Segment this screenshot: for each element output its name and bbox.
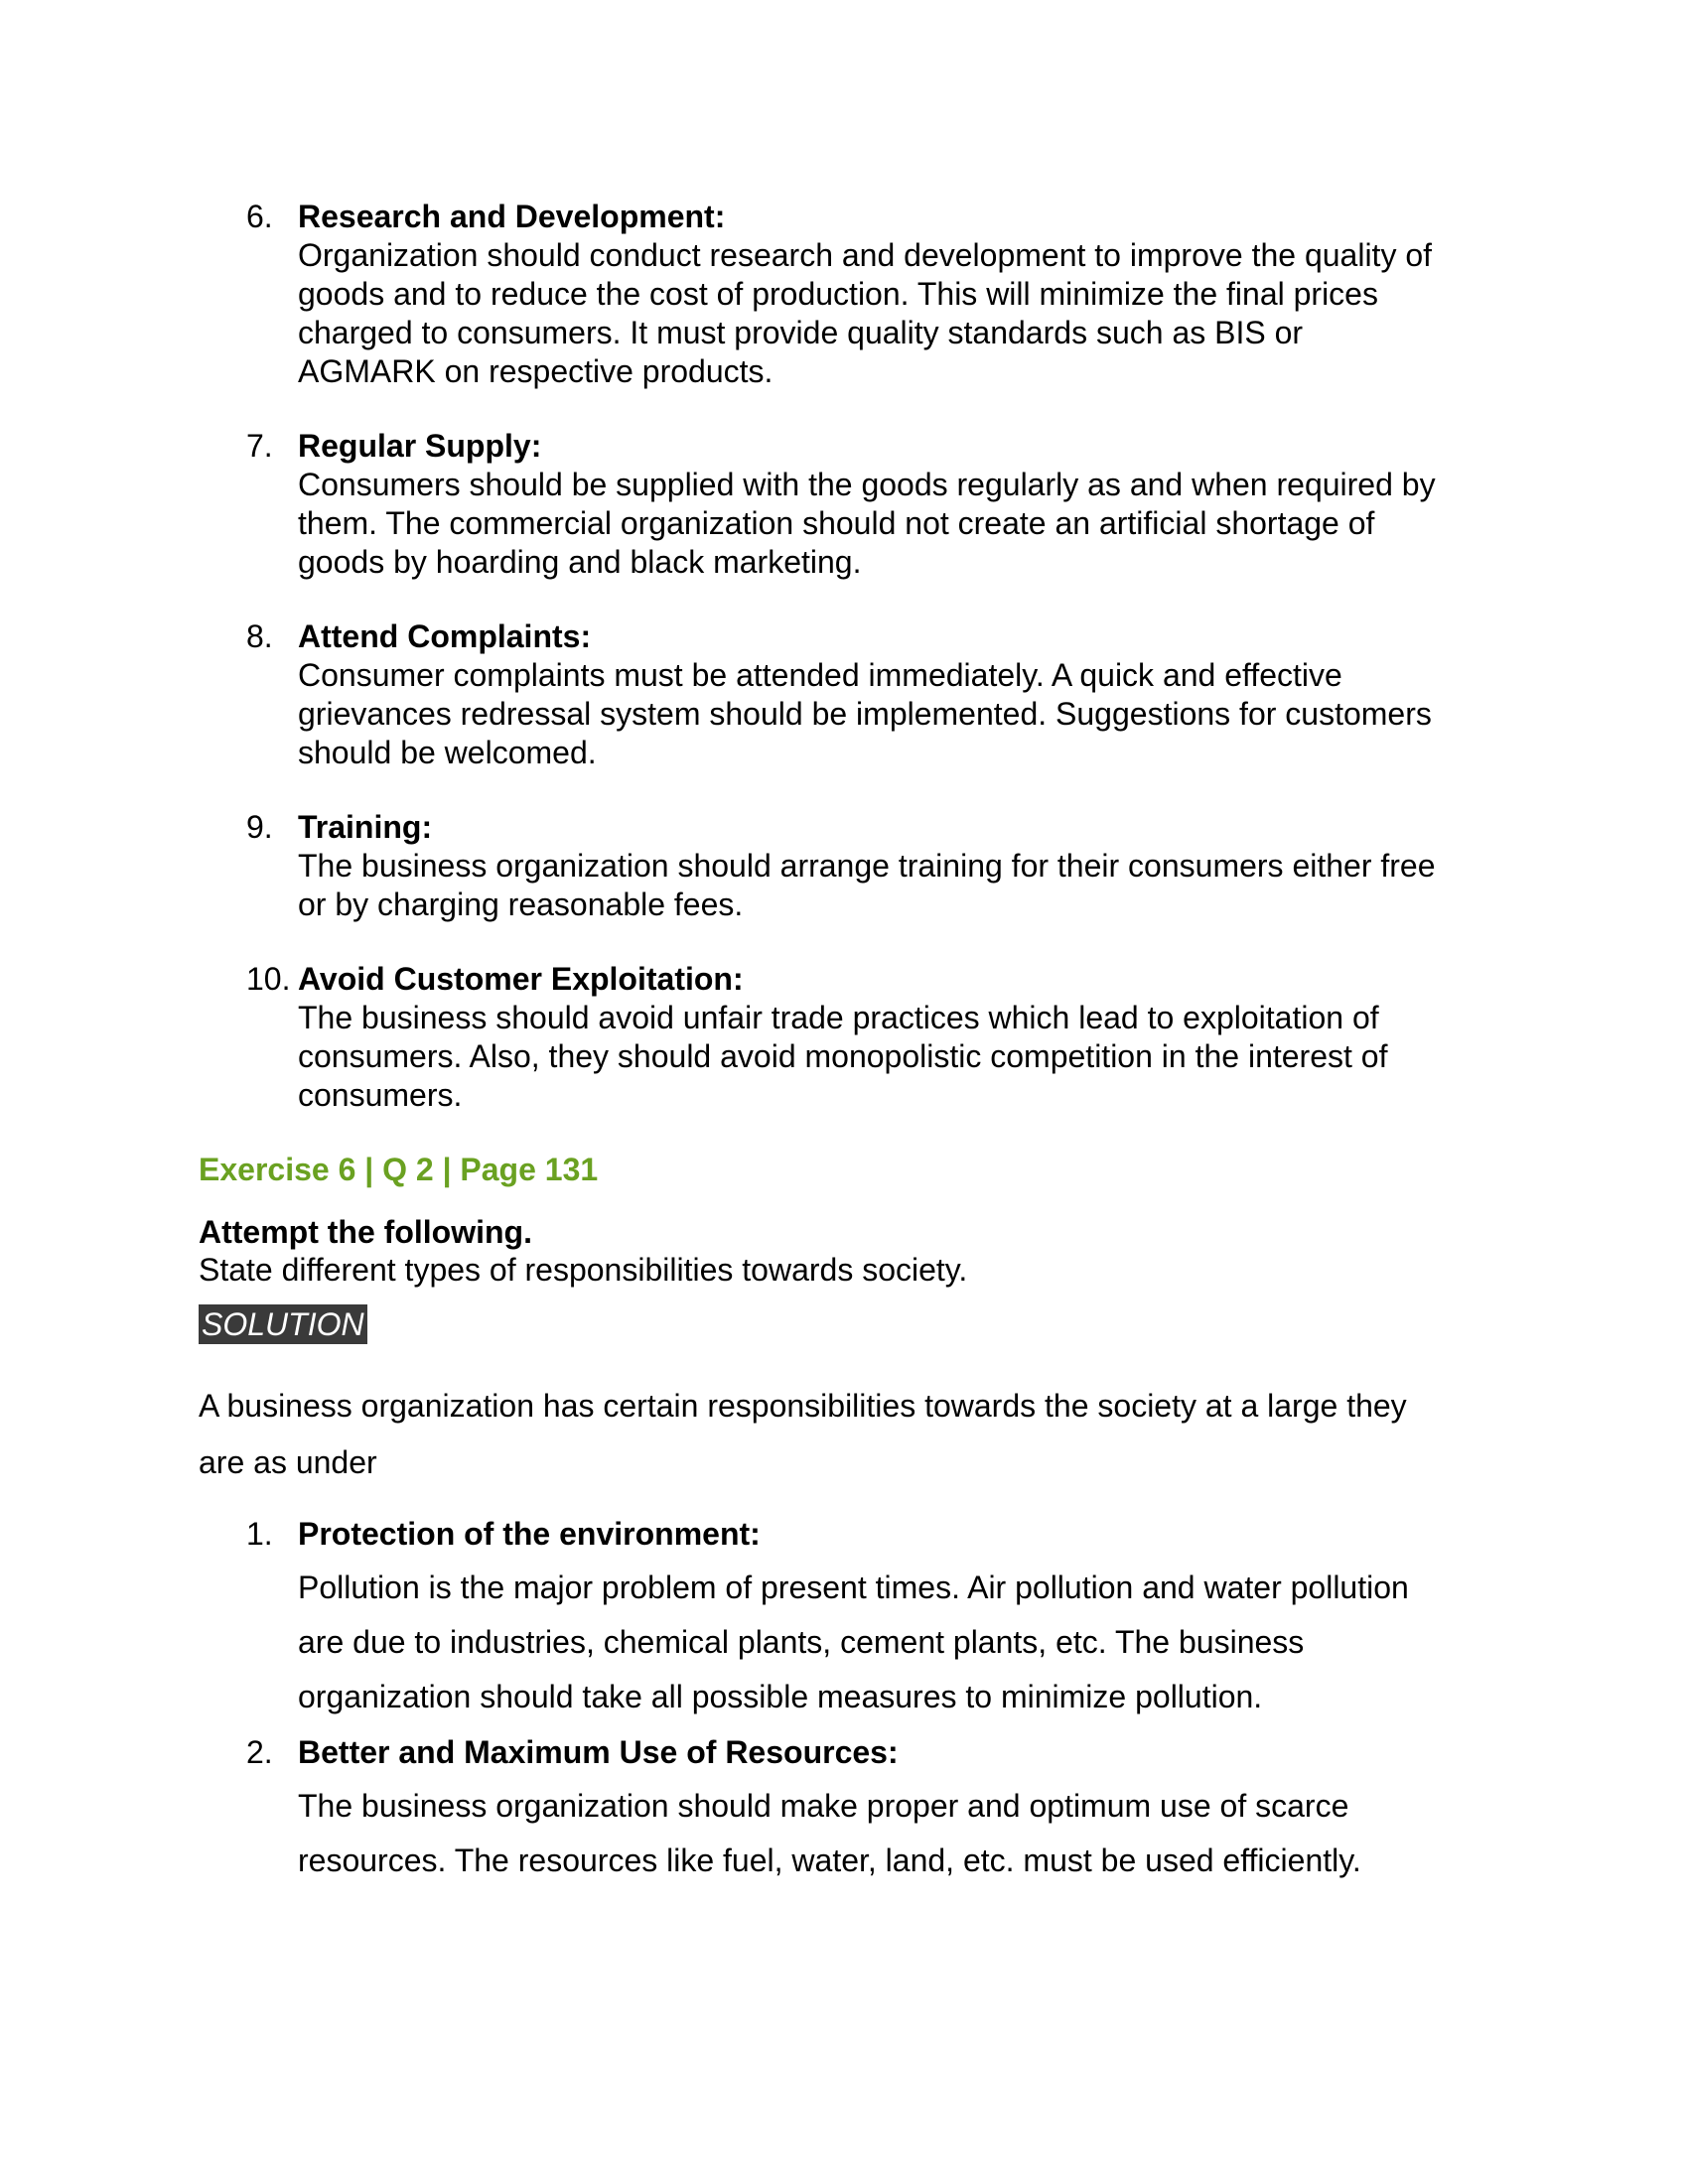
item-title: Attend Complaints: — [298, 618, 592, 654]
item-line: The business should avoid unfair trade practices which lead to exploitation of — [298, 1000, 1379, 1035]
item-line: them. The commercial organization should not create an artificial shortage of — [298, 505, 1375, 541]
item-line: The business organization should arrange training for their consumers either free — [298, 848, 1436, 884]
item-number: 6. — [246, 199, 273, 234]
intro-line: are as under — [199, 1444, 377, 1480]
item-number: 8. — [246, 618, 273, 654]
item-line: Consumer complaints must be attended immediately. A quick and effective — [298, 657, 1342, 693]
item-line: resources. The resources like fuel, water, land, etc. must be used efficiently. — [298, 1843, 1361, 1878]
item-title: Research and Development: — [298, 199, 726, 234]
intro-line: A business organization has certain responsibilities towards the society at a large they — [199, 1388, 1407, 1424]
item-title: Avoid Customer Exploitation: — [298, 961, 744, 997]
item-title: Regular Supply: — [298, 428, 542, 464]
item-number: 7. — [246, 428, 273, 464]
item-line: charged to consumers. It must provide quality standards such as BIS or — [298, 315, 1304, 350]
item-body — [298, 1561, 1509, 1724]
item-body — [298, 999, 1509, 1115]
item-line: organization should take all possible measures to minimize pollution. — [298, 1679, 1263, 1714]
item-line: Consumers should be supplied with the goods regularly as and when required by — [298, 467, 1436, 502]
item-body — [298, 1779, 1509, 1888]
item-number: 9. — [246, 809, 273, 845]
item-line: Pollution is the major problem of present times. Air pollution and water pollution — [298, 1570, 1409, 1605]
item-line: The business organization should make proper and optimum use of scarce — [298, 1788, 1349, 1824]
item-title: Protection of the environment: — [298, 1516, 761, 1552]
item-number: 10. — [246, 961, 291, 997]
item-line: or by charging reasonable fees. — [298, 887, 744, 922]
item-line: consumers. — [298, 1077, 463, 1113]
item-line: grievances redressal system should be implemented. Suggestions for customers — [298, 696, 1432, 732]
item-number: 2. — [246, 1734, 273, 1770]
solution-badge: SOLUTION — [199, 1304, 367, 1344]
item-line: are due to industries, chemical plants, cement plants, etc. The business — [298, 1624, 1305, 1660]
exercise-heading: Exercise 6 | Q 2 | Page 131 — [199, 1152, 599, 1187]
item-title: Better and Maximum Use of Resources: — [298, 1734, 899, 1770]
item-body — [298, 656, 1509, 772]
item-line: goods and to reduce the cost of production. This will minimize the final prices — [298, 276, 1378, 312]
item-line: goods by hoarding and black marketing. — [298, 544, 862, 580]
item-line: consumers. Also, they should avoid monopolistic competition in the interest of — [298, 1038, 1388, 1074]
attempt-label: Attempt the following. — [199, 1214, 532, 1250]
item-body — [298, 236, 1509, 391]
item-line: should be welcomed. — [298, 735, 597, 770]
question-text: State different types of responsibilities towards society. — [199, 1252, 968, 1288]
item-line: AGMARK on respective products. — [298, 353, 774, 389]
item-body — [298, 466, 1509, 582]
item-body — [298, 847, 1509, 924]
item-title: Training: — [298, 809, 433, 845]
item-line: Organization should conduct research and development to improve the quality of — [298, 237, 1433, 273]
item-number: 1. — [246, 1516, 273, 1552]
solution-intro — [199, 1378, 1509, 1491]
